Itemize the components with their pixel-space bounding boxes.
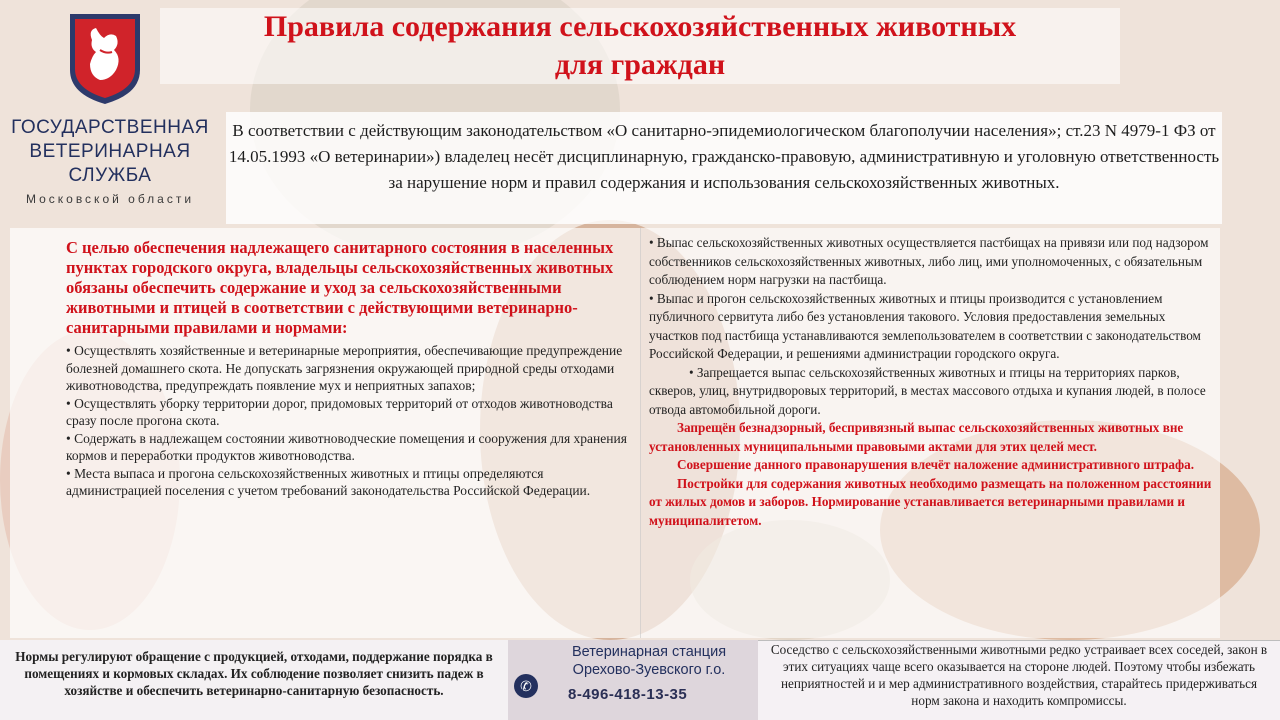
agency-line-1: ГОСУДАРСТВЕННАЯ <box>11 117 209 138</box>
intro-text: В соответствии с действующим законодательством «О санитарно-эпидемиологическом благополучии населения»; ст.23 N 4979-1 ФЗ от 14.05.1993 «О ветеринарии») владелец несёт дисциплинарную, гражданско-правовую, административную и уголовную ответственность за нарушение норм и правил содержания и использования сельскохозяйственных животных. <box>226 112 1222 224</box>
rule-item: • Выпас сельскохозяйственных животных осуществляется пастбищах на привязи или под надзором собственников сельскохозяйственных животных, либо лиц, ими уполномоченных, с обязательным соблюдением норм нагрузки на пастбища. <box>649 235 1209 287</box>
title-line-1: Правила содержания сельскохозяйственных животных <box>263 10 1017 43</box>
agency-region: Московской области <box>25 192 195 206</box>
obligations-panel <box>10 228 640 638</box>
obligation-item: • Места выпаса и прогона сельскохозяйственных животных и птицы определяются администрацией поселения с учетом требований законодательства Российской Федерации. <box>66 465 591 498</box>
obligation-item: • Осуществлять хозяйственные и ветеринарные мероприятия, обеспечивающие предупреждение болезней домашнего скота. Не допускать загрязнения окружающей природной среды отходами животноводства, предупреждать появление мух и неприятных запахов; <box>66 343 623 393</box>
agency-name <box>0 116 220 206</box>
station-name-line-2: Орехово-Зуевского г.о. <box>572 662 726 678</box>
warning-item: Постройки для содержания животных необходимо размещать на положенном расстоянии от жилых домов и заборов. Нормирование устанавливается ветеринарными правилами и муниципалитетом. <box>649 475 1212 528</box>
page-title <box>160 8 1120 84</box>
bottom-note-left: Нормы регулируют обращение с продукцией, отходами, поддержание порядка в помещениях и кормовых складах. Их соблюдение позволяет снизить падеж в хозяйстве и обеспечить ветеринарно-санитарную безопасность. <box>0 640 508 720</box>
warning-item: Запрещён безнадзорный, беспривязный выпас сельскохозяйственных животных вне установленных муниципальными правовыми актами для этих целей мест. <box>649 420 1184 454</box>
obligations-heading: С целью обеспечения надлежащего санитарного состояния в населенных пунктах городского округа, владельцы сельскохозяйственных животных обязаны обеспечить содержание и уход за сельскохозяйственными животными и птицей в соответствии с действующими ветеринарно-санитарными правилами и нормами: <box>66 238 614 337</box>
agency-line-2: ВЕТЕРИНАРНАЯ <box>29 141 191 162</box>
shield-logo-icon <box>66 10 144 106</box>
bottom-note-right: Соседство с сельскохозяйственными животными редко устраивает всех соседей, закон в этих ситуациях чаще всего оказывается на стороне людей. Поэтому чтобы избежать неприятностей и и мер административного воздействия, старайтесь придерживаться норм закона и находить компромиссы. <box>758 640 1280 720</box>
rule-item: • Выпас и прогон сельскохозяйственных животных и птицы производится с установлением публичного сервитута либо без установления такового. Условия предоставления земельных участков под пастбища устанавливаются землепользователем в соответствии с законодательством Российской Федерации, и решениями администрации городского округа. <box>649 290 1201 361</box>
contact-box <box>508 640 758 720</box>
warning-item: Совершение данного правонарушения влечёт наложение административного штрафа. <box>677 457 1195 472</box>
station-name-line-1: Ветеринарная станция <box>571 644 727 660</box>
title-line-2: для граждан <box>554 48 726 81</box>
grazing-rules-panel <box>640 228 1220 638</box>
rule-item: • Запрещается выпас сельскохозяйственных животных и птицы на территориях парков, скверов, улиц, внутридворовых территорий, в местах массового отдыха и купания людей, в полосе отвода автомобильной дороги. <box>649 364 1206 417</box>
agency-line-3: СЛУЖБА <box>68 165 152 186</box>
obligation-item: • Осуществлять уборку территории дорог, придомовых территорий от отходов животноводства сразу после прогона скота. <box>66 395 613 428</box>
phone-icon: ✆ <box>514 674 538 698</box>
phone-number[interactable]: 8-496-418-13-35 <box>568 686 688 703</box>
obligation-item: • Содержать в надлежащем состоянии животноводческие помещения и сооружения для хранения кормов и переработки продуктов животноводства. <box>66 430 627 463</box>
